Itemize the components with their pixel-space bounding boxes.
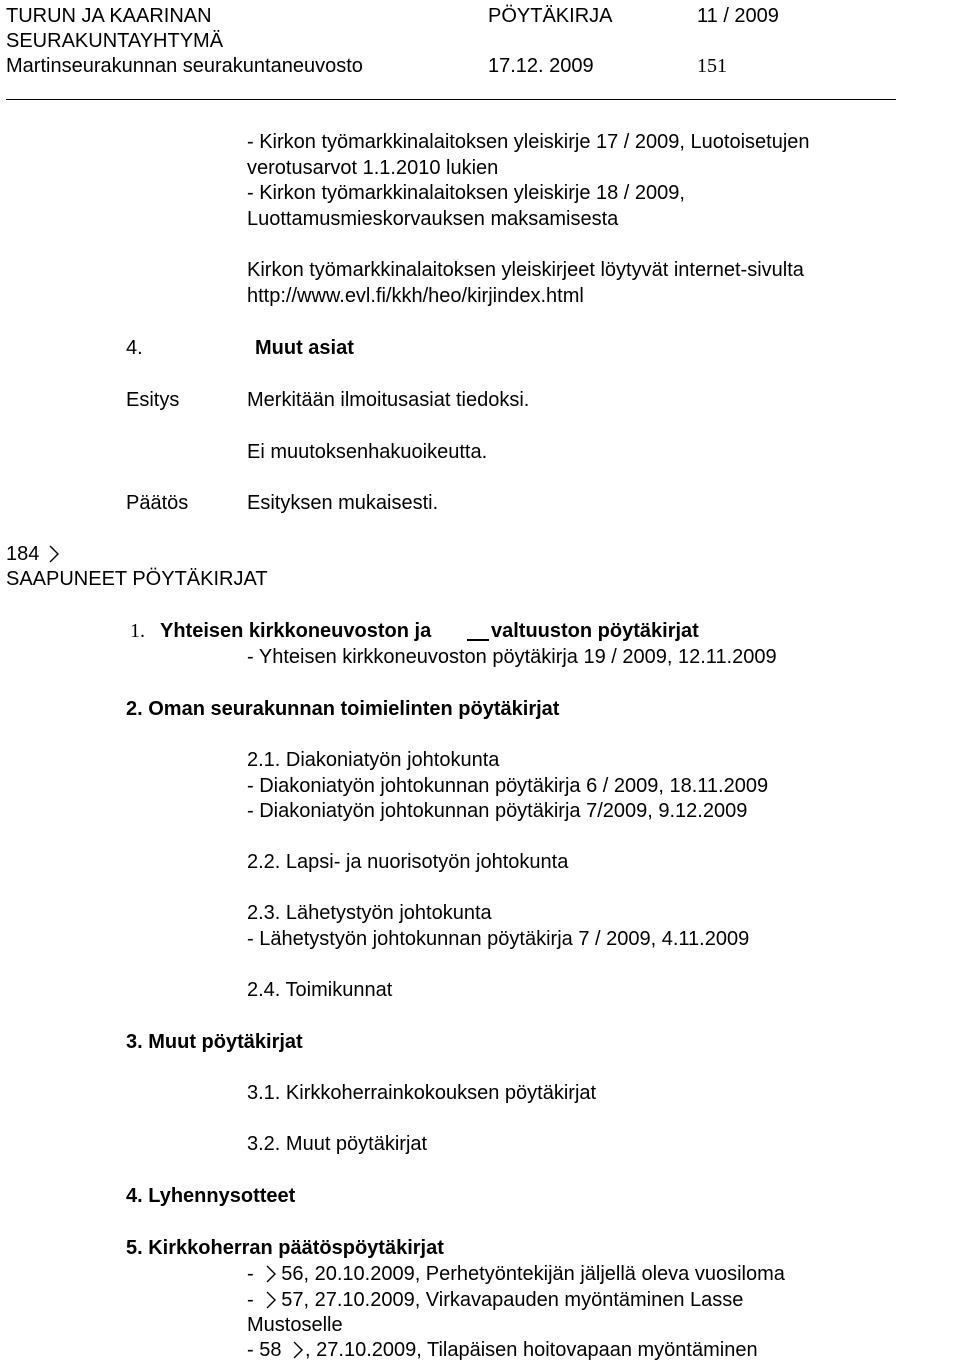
subsection-title: 4. Lyhennysotteet	[126, 1185, 296, 1207]
list-item: - Diakoniatyön johtokunnan pöytäkirja 6 / 2009, 18.11.2009	[247, 775, 769, 797]
list-text: 57, 27.10.2009, Virkavapauden myöntäminen Lasse	[281, 1289, 744, 1311]
subsection-title-a: Yhteisen kirkkoneuvoston ja	[160, 620, 432, 642]
item-number: 4.	[126, 337, 143, 359]
section-number-line	[6, 542, 59, 566]
paatos-label: Päätös	[126, 492, 189, 514]
list-item	[247, 1288, 743, 1312]
section-title: SAAPUNEET PÖYTÄKIRJAT	[6, 568, 268, 590]
subsubsection-title: 3.2. Muut pöytäkirjat	[247, 1133, 428, 1155]
subsubsection-title: 2.1. Diakoniatyön johtokunta	[247, 749, 500, 771]
intro-link[interactable]: http://www.evl.fi/kkh/heo/kirjindex.html	[247, 285, 584, 307]
subsubsection-title: 2.3. Lähetystyön johtokunta	[247, 902, 492, 924]
section-sign-icon	[264, 1288, 278, 1312]
intro-note: Kirkon työmarkkinalaitoksen yleiskirjeet löytyvät internet-sivulta	[247, 259, 804, 281]
intro-line: - Kirkon työmarkkinalaitoksen yleiskirje 18 / 2009,	[247, 182, 685, 204]
org-name-line3: Martinseurakunnan seurakuntaneuvosto	[6, 55, 363, 77]
underline-mark	[467, 619, 489, 641]
section-number: 184	[6, 543, 40, 565]
list-text: , 27.10.2009, Tilapäisen hoitovapaan myöntäminen	[305, 1339, 758, 1361]
item-title: Muut asiat	[255, 337, 354, 359]
org-name-line2: SEURAKUNTAYHTYMÄ	[6, 30, 224, 52]
subsubsection-title: 3.1. Kirkkoherrainkokouksen pöytäkirjat	[247, 1082, 597, 1104]
list-dash: -	[247, 1263, 254, 1285]
list-item: - Lähetystyön johtokunnan pöytäkirja 7 / 2009, 4.11.2009	[247, 928, 750, 950]
list-text: 56, 20.10.2009, Perhetyöntekijän jäljellä oleva vuosiloma	[281, 1263, 785, 1285]
subsection-title-b: valtuuston pöytäkirjat	[491, 620, 699, 642]
esitys-text: Merkitään ilmoitusasiat tiedoksi.	[247, 389, 530, 411]
section-sign-icon	[291, 1338, 305, 1362]
document-number: 11 / 2009	[697, 5, 779, 27]
section-sign-icon	[47, 542, 61, 566]
meeting-date: 17.12. 2009	[488, 55, 594, 77]
subsection-number: 1.	[130, 620, 145, 642]
subsubsection-title: 2.2. Lapsi- ja nuorisotyön johtokunta	[247, 851, 569, 873]
esitys-label: Esitys	[126, 389, 180, 411]
subsection-title: 3. Muut pöytäkirjat	[126, 1031, 303, 1053]
list-item	[247, 1338, 758, 1362]
list-item	[247, 1262, 785, 1286]
header-rule	[6, 99, 896, 100]
appeal-text: Ei muutoksenhakuoikeutta.	[247, 441, 488, 463]
org-name-line1: TURUN JA KAARINAN	[6, 5, 212, 27]
intro-line: - Kirkon työmarkkinalaitoksen yleiskirje 17 / 2009, Luotoisetujen	[247, 131, 810, 153]
document-type: PÖYTÄKIRJA	[488, 5, 613, 27]
intro-line: Luottamusmieskorvauksen maksamisesta	[247, 208, 619, 230]
page-number: 151	[697, 55, 727, 77]
list-item: - Yhteisen kirkkoneuvoston pöytäkirja 19 / 2009, 12.11.2009	[247, 646, 777, 668]
section-sign-icon	[264, 1262, 278, 1286]
paatos-text: Esityksen mukaisesti.	[247, 492, 439, 514]
subsubsection-title: 2.4. Toimikunnat	[247, 979, 393, 1001]
list-item-continuation: Mustoselle	[247, 1314, 343, 1336]
subsection-title: 5. Kirkkoherran päätöspöytäkirjat	[126, 1237, 444, 1259]
list-dash: -	[247, 1289, 254, 1311]
intro-line: verotusarvot 1.1.2010 lukien	[247, 157, 499, 179]
subsection-title: 2. Oman seurakunnan toimielinten pöytäkirjat	[126, 698, 560, 720]
list-item: - Diakoniatyön johtokunnan pöytäkirja 7/2009, 9.12.2009	[247, 800, 748, 822]
list-dash: - 58	[247, 1339, 282, 1361]
